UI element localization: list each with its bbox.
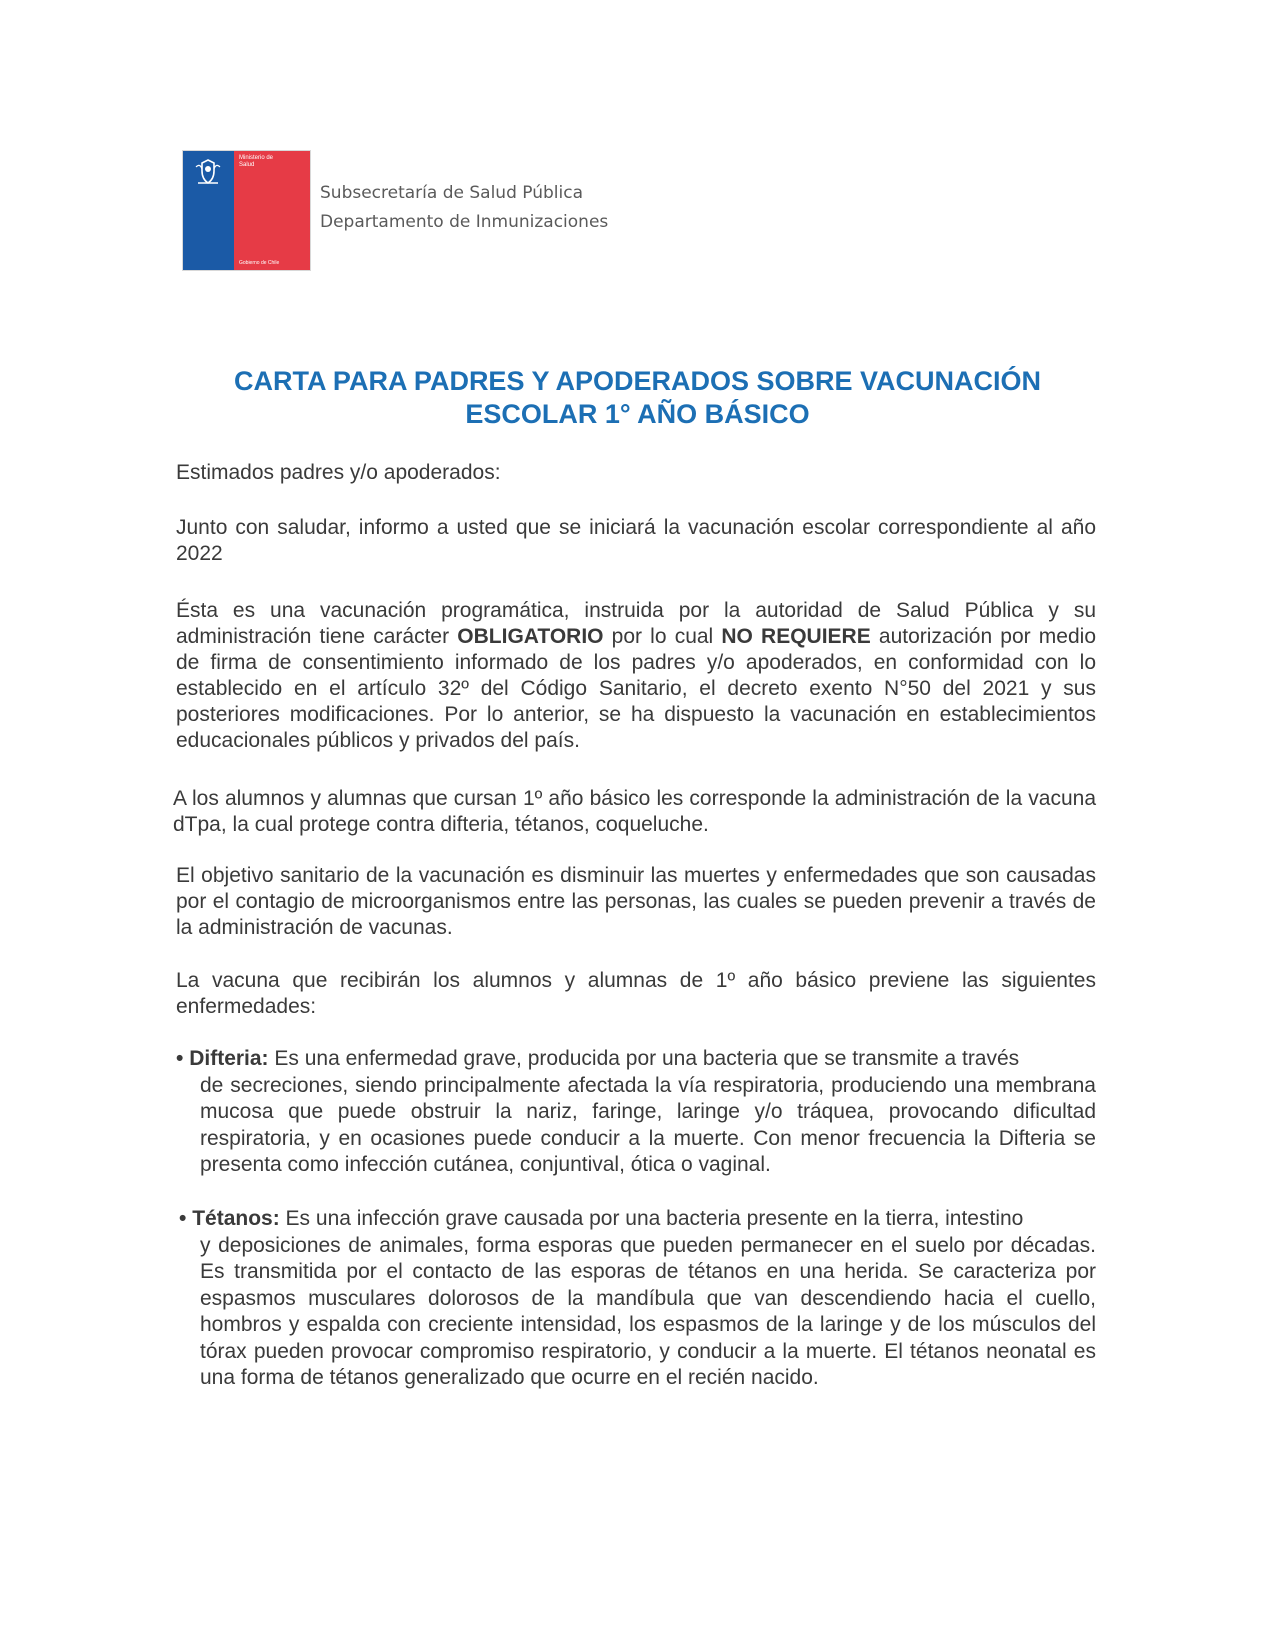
bullet-marker: • bbox=[176, 1047, 184, 1070]
paragraph-vaccine: A los alumnos y alumnas que cursan 1º año básico les corresponde la administración de la vacuna dTpa, la cual protege contra difteria, tétanos, coqueluche. bbox=[173, 787, 1096, 836]
paragraph-mandatory: Ésta es una vacunación programática, instruida por la autoridad de Salud Pública y su administración tiene carácter OBLIGATORIO por lo cual NO REQUIERE autorización por medio de firma de consentimiento informado de los padres y/o apoderados, en conformidad con lo establecido en el artículo 32º del Código Sanitario, el decreto exento N°50 del 2021 y sus posteriores modificaciones. Por lo anterior, se ha dispuesto la vacunación en establecimientos educacionales públicos y privados del país. bbox=[176, 599, 1096, 752]
page-title bbox=[150, 365, 1125, 431]
bullet-body: de secreciones, siendo principalmente afectada la vía respiratoria, produciendo una membrana mucosa que puede obstruir la nariz, faringe, laringe y/o tráquea, provocando dificultad respiratoria, y en ocasiones puede conducir a la muerte. Con menor frecuencia la Difteria se presenta como infección cutánea, conjuntival, ótica o vaginal. bbox=[200, 1073, 1096, 1176]
paragraph-intro: Junto con saludar, informo a usted que se iniciará la vacunación escolar correspondiente al año 2022 bbox=[176, 516, 1096, 565]
no-consent-emphasis: NO REQUIERE bbox=[721, 625, 871, 648]
bullet-tetanos bbox=[179, 1206, 1096, 1392]
mandatory-emphasis: OBLIGATORIO bbox=[457, 625, 604, 648]
ministry-logo bbox=[183, 151, 310, 270]
paragraph-diseases-intro: La vacuna que recibirán los alumnos y alumnas de 1º año básico previene las siguientes enfermedades: bbox=[176, 969, 1096, 1018]
title-line-1: CARTA PARA PADRES Y APODERADOS SOBRE VACUNACIÓN bbox=[233, 366, 1042, 396]
logo-blue-block bbox=[183, 151, 234, 270]
paragraph-objective: El objetivo sanitario de la vacunación es disminuir las muertes y enfermedades que son causadas por el contagio de microorganismos entre las personas, las cuales se pueden prevenir a través de la administración de vacunas. bbox=[176, 864, 1096, 939]
org-line-2: Departamento de Inmunizaciones bbox=[320, 212, 609, 232]
bullet-first-line: • Tétanos: Es una infección grave causada por una bacteria presente en la tierra, intestino bbox=[179, 1207, 1024, 1230]
greeting: Estimados padres y/o apoderados: bbox=[176, 461, 501, 484]
bullet-term: Tétanos: bbox=[192, 1207, 280, 1230]
bullet-first-line: • Difteria: Es una enfermedad grave, producida por una bacteria que se transmite a través bbox=[176, 1047, 1020, 1070]
logo-text-bottom: Gobierno de Chile bbox=[239, 260, 280, 266]
bullet-term: Difteria: bbox=[189, 1047, 269, 1070]
logo-text-top: Ministerio de Salud bbox=[239, 155, 274, 168]
title-line-2: ESCOLAR 1° AÑO BÁSICO bbox=[465, 399, 810, 429]
bullet-difteria bbox=[176, 1046, 1096, 1179]
logo-red-block bbox=[234, 151, 310, 270]
bullet-marker: • bbox=[179, 1207, 187, 1230]
coat-of-arms-icon bbox=[192, 157, 224, 187]
organization-name bbox=[320, 179, 608, 237]
org-line-1: Subsecretaría de Salud Pública bbox=[320, 183, 583, 203]
bullet-body: y deposiciones de animales, forma esporas que pueden permanecer en el suelo por décadas. Es transmitida por el contacto de las esporas de tétanos en una herida. Se caracteriza por espasmos musculares dolorosos de la mandíbula que van descendiendo hacia el cuello, hombros y espalda con creciente intensidad, los espasmos de la laringe y de los músculos del tórax pueden provocar compromiso respiratorio, y conducir a la muerte. El tétanos neonatal es una forma de tétanos generalizado que ocurre en el recién nacido. bbox=[200, 1233, 1096, 1389]
